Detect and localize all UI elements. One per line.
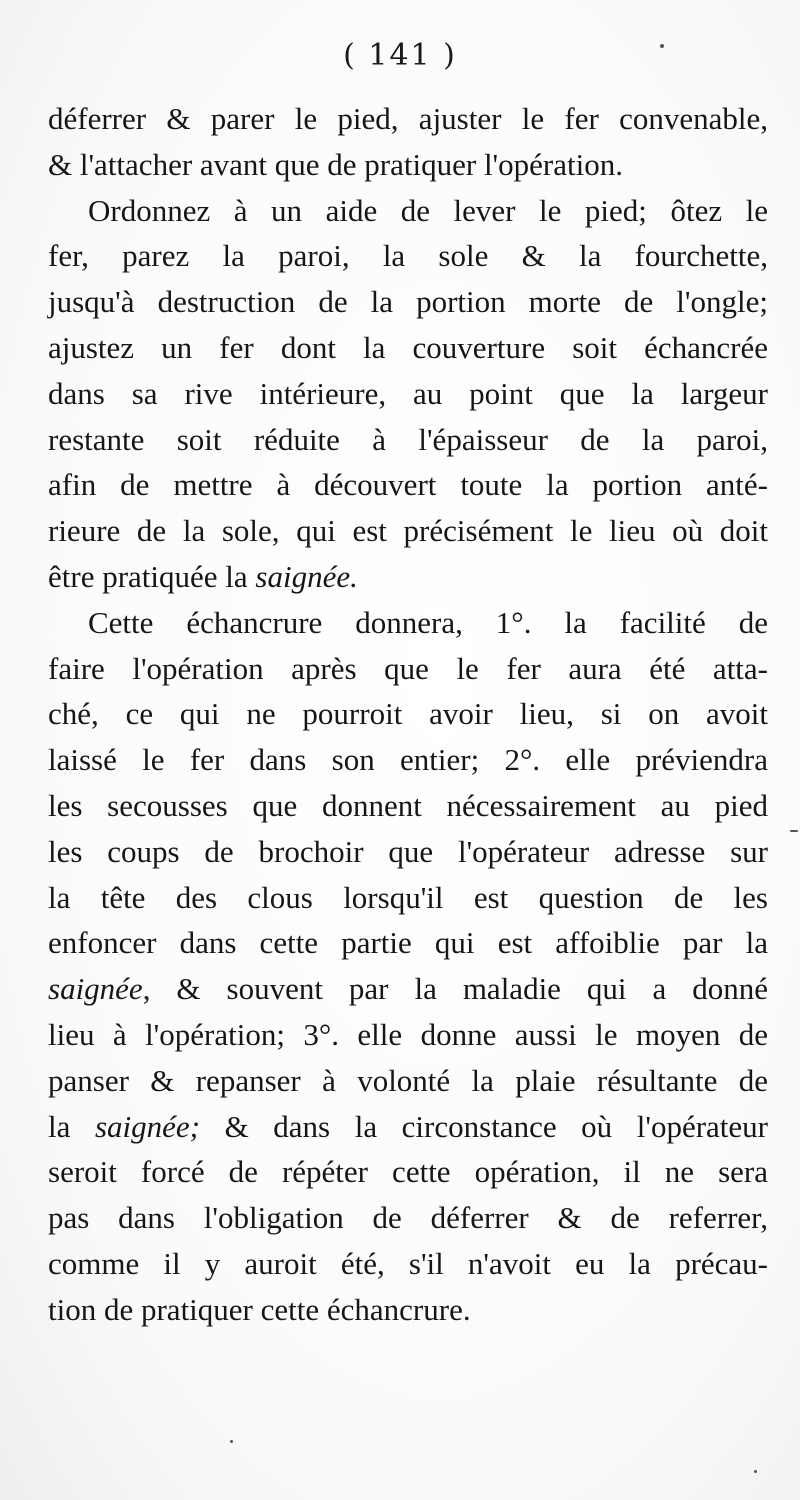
paragraph-1 [48, 96, 768, 188]
text-line: seroit forcé de répéter cette opération, il ne sera [48, 1154, 768, 1190]
text-line: rieure de la sole, qui est précisément le lieu où doit [48, 513, 768, 549]
text-line: enfoncer dans cette partie qui est affoiblie par la [48, 925, 768, 961]
text-line: & l'attacher avant que de pratiquer l'opération. [48, 146, 623, 182]
text-line: comme il y auroit été, s'il n'avoit eu la précau- [48, 1245, 768, 1281]
text-run: & dans la circonstance où l'opérateur [200, 1108, 769, 1144]
paragraph-2 [48, 188, 768, 600]
text-line [48, 1104, 768, 1150]
text-line: panser & repanser à volonté la plaie résultante de [48, 1062, 768, 1098]
text-line: Cette échancrure donnera, 1°. la facilité de [88, 604, 768, 640]
text-line: ajustez un fer dont la couverture soit échancrée [48, 329, 768, 365]
text-line: restante soit réduite à l'épaisseur de la paroi, [48, 421, 768, 457]
text-line: dans sa rive intérieure, au point que la largeur [48, 375, 768, 411]
italic-term: saignée. [255, 558, 358, 594]
text-run: être pratiquée la [48, 558, 256, 594]
ink-speck [230, 1440, 233, 1443]
text-line: ché, ce qui ne pourroit avoir lieu, si on avoit [48, 696, 768, 732]
text-line [48, 554, 768, 600]
text-line: fer, parez la paroi, la sole & la fourchette, [48, 238, 768, 274]
text-line: jusqu'à destruction de la portion morte de l'ongle; [48, 284, 768, 320]
text-line: lieu à l'opération; 3°. elle donne aussi le moyen de [48, 1016, 768, 1052]
text-line: faire l'opération après que le fer aura été atta- [48, 650, 768, 686]
text-run: la [48, 1108, 95, 1144]
text-line: Ordonnez à un aide de lever le pied; ôtez le [88, 192, 768, 228]
ink-speck [660, 44, 664, 48]
text-line: déferrer & parer le pied, ajuster le fer convenable, [48, 101, 768, 136]
text-run: , & souvent par la maladie qui a donné [142, 971, 768, 1007]
text-line: les secousses que donnent nécessairement au pied [48, 787, 768, 823]
text-line: les coups de brochoir que l'opérateur adresse sur [48, 833, 768, 869]
text-line: la tête des clous lorsqu'il est question de les [48, 879, 768, 915]
ink-speck [790, 830, 798, 832]
paragraph-3 [48, 600, 768, 1333]
text-line: pas dans l'obligation de déferrer & de referrer, [48, 1200, 768, 1236]
body-text [48, 96, 768, 1333]
text-line: tion de pratiquer cette échancrure. [48, 1291, 471, 1327]
italic-term: saignée; [94, 1108, 200, 1144]
ink-speck [754, 1470, 757, 1473]
italic-term: saignée [48, 971, 143, 1007]
page-number: ( 141 ) [343, 38, 457, 73]
text-line [48, 966, 768, 1012]
text-line: afin de mettre à découvert toute la portion anté- [48, 467, 768, 503]
text-line: laissé le fer dans son entier; 2°. elle préviendra [48, 742, 768, 778]
